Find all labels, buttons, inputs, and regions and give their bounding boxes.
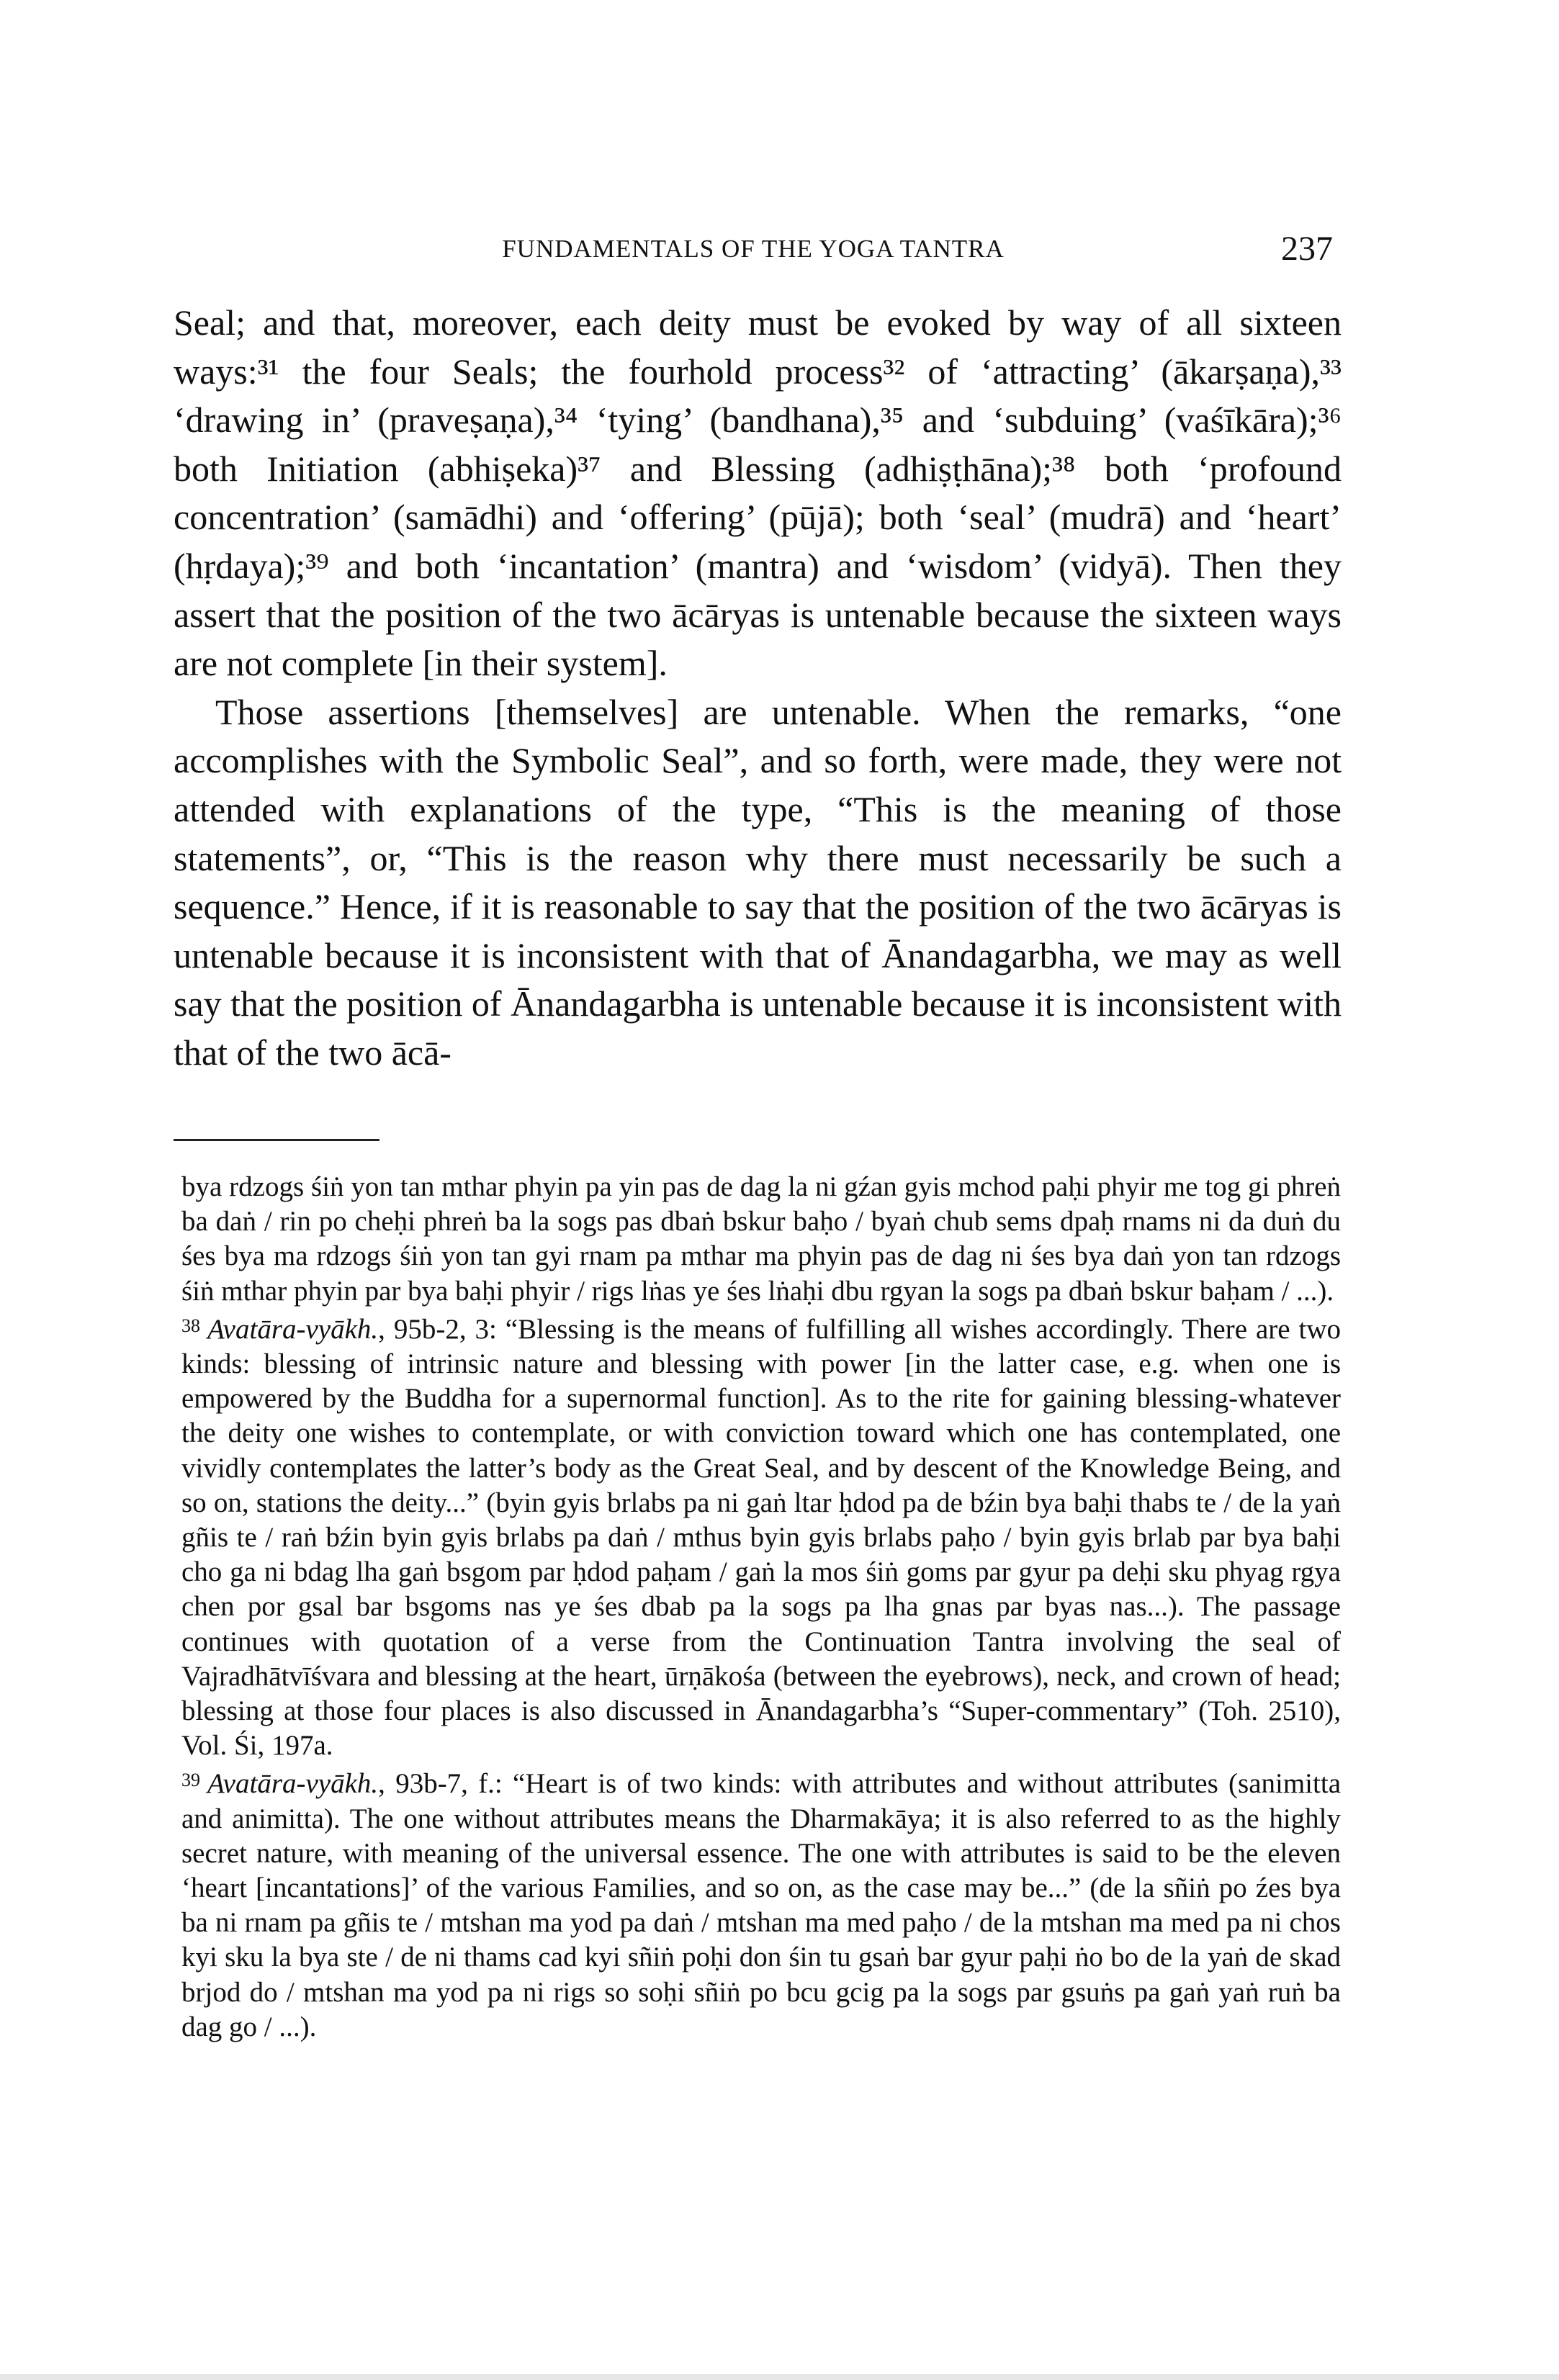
footnote-continuation: bya rdzogs śiṅ yon tan mthar phyin pa yin pas de dag la ni gźan gyis mchod paḥi phyir me tog gi phreṅ ba daṅ / rin po cheḥi phreṅ ba la sogs pas dbaṅ bskur baḥo / byaṅ chub sems dpaḥ rnams ni da duṅ du śes bya ma rdzogs śiṅ yon tan gyi rnam pa mthar ma phyin pas de dag ni śes bya daṅ yon tan rdzogs śiṅ mthar phyin par bya baḥi phyir / rigs lṅas ye śes lṅaḥi dbu rgyan la sogs pa dbaṅ bskur baḥam / ...). (181, 1171, 1341, 1307)
footnote-divider (174, 1139, 379, 1141)
footnote-38 (181, 1309, 1341, 1764)
body-paragraph: Seal; and that, moreover, each deity must be evoked by way of all sixteen ways:³¹ the four Seals; the fourhold process³² of ‘attracting’ (ākarṣaṇa),³³ ‘drawing in’ (praveṣaṇa),³⁴ ‘tying’ (bandhana),³⁵ and ‘subduing’ (vaśīkāra);³⁶ both Initiation (abhiṣeka)³⁷ and Blessing (adhiṣṭhāna);³⁸ both ‘profound concentration’ (samādhi) and ‘offering’ (pūjā); both ‘seal’ (mudrā) and ‘heart’ (hṛdaya);³⁹ and both ‘incantation’ (mantra) and ‘wisdom’ (vidyā). Then they assert that the position of the two ācāryas is untenable because the sixteen ways are not complete [in their system]. (174, 302, 1342, 684)
body-paragraph: Those assertions [themselves] are untenable. When the remarks, “one accomplishes with the Symbolic Seal”, and so forth, were made, they were not attended with explanations of the type, “This is the meaning of those statements”, or, “This is the reason why there must necessarily be such a sequence.” Hence, if it is reasonable to say that the position of the two ācāryas is untenable because it is inconsistent with that of Ānandagarbha, we may as well say that the position of Ānandagarbha is untenable because it is inconsistent with that of the two ācā- (174, 691, 1342, 1073)
footnotes (181, 1170, 1341, 2045)
footnote-number: 39 (181, 1770, 200, 1791)
footnote-39 (181, 1763, 1341, 2045)
page-number: 237 (1281, 230, 1333, 268)
footnote-text: , 93b-7, f.: “Heart is of two kinds: with attributes and without attributes (sanimitta and animitta). The one without attributes means the Dharmakāya; it is also referred to as the highly secret nature, with meaning of the universal essence. The one with attributes is said to be the eleven ‘heart [incantations]’ of the various Families, and so on, as the case may be...” (de la sñiṅ po źes bya ba ni rnam pa gñis te / mtshan ma yod pa daṅ / mtshan ma med paḥo / de la mtshan ma med pa ni chos kyi sku la bya ste / de ni thams cad kyi sñiṅ poḥi don śin tu gsaṅ bar gyur paḥi ṅo bo de la yaṅ de skad brjod do / mtshan ma yod pa ni rigs so soḥi sñiṅ po bcu gcig pa la sogs par gsuṅs pa gaṅ yaṅ ruṅ ba dag go / ...). (181, 1768, 1341, 2042)
footnote-source: Avatāra-vyākh. (207, 1313, 379, 1345)
running-title: FUNDAMENTALS OF THE YOGA TANTRA (502, 235, 1005, 263)
footnote-number: 38 (181, 1315, 200, 1336)
page-header (174, 229, 1333, 272)
main-text (174, 299, 1342, 1078)
scan-edge (0, 2374, 1559, 2380)
footnote-text: , 95b-2, 3: “Blessing is the means of fulfilling all wishes accordingly. There are two kinds: blessing of intrinsic nature and blessing with power [in the latter case, e.g. when one is empowered by the Buddha for a supernormal function]. As to the rite for gaining blessing-whatever the deity one wishes to contemplate, or with conviction toward which one has contemplated, one vividly contemplates the latter’s body as the Great Seal, and by descent of the Knowledge Being, and so on, stations the deity...” (byin gyis brlabs pa ni gaṅ ltar ḥdod pa de bźin bya baḥi thabs te / de la yaṅ gñis te / raṅ bźin byin gyis brlabs pa daṅ / mthus byin gyis brlabs paḥo / byin gyis brlab par bya baḥi cho ga ni bdag lha gaṅ bsgom par ḥdod paḥam / gaṅ la mos śiṅ goms par gyur pa deḥi sku phyag rgya chen por gsal bar bsgoms nas ye śes dbab pa la sogs pa lha gnas par byas nas...). The passage continues with quotation of a verse from the Continuation Tantra involving the seal of Vajradhātvīśvara and blessing at the heart, ūrṇākośa (between the eyebrows), neck, and crown of head; blessing at those four places is also discussed in Ānandagarbha’s “Super-commentary” (Toh. 2510), Vol. Śi, 197a. (181, 1313, 1341, 1762)
footnote-source: Avatāra-vyākh. (207, 1768, 379, 1800)
